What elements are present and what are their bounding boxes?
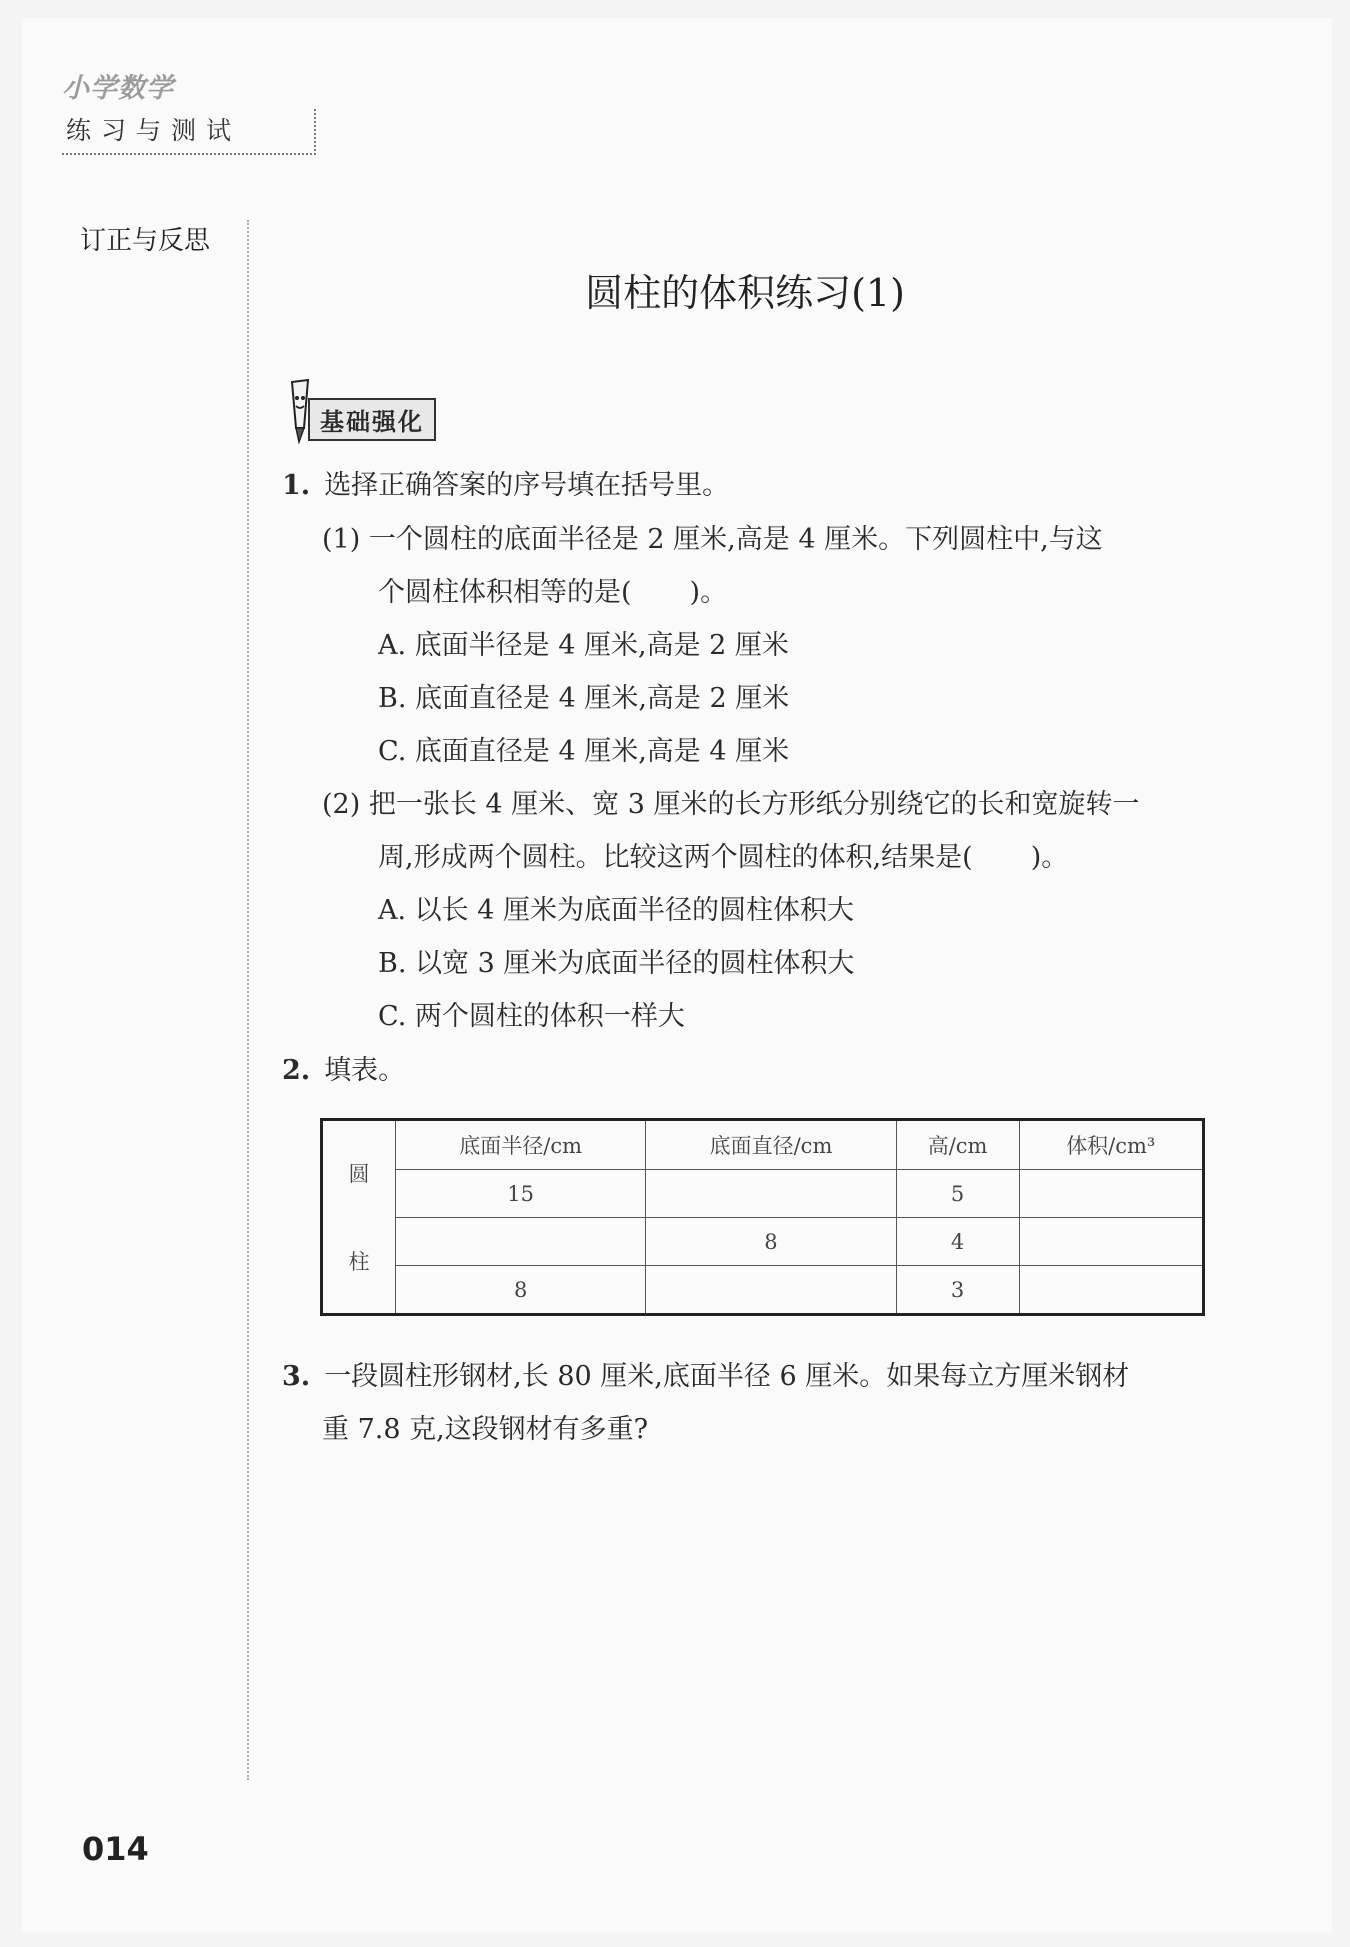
table-side-label (322, 1120, 396, 1315)
table-cell: 3 (896, 1266, 1019, 1315)
q1-part2-text: 周,形成两个圆柱。比较这两个圆柱的体积,结果是( (378, 842, 973, 873)
correction-label: 订正与反思 (80, 226, 211, 256)
q1-part2-close: )。 (1030, 842, 1069, 873)
cylinder-fill-table (320, 1118, 1205, 1316)
question-3-line1 (282, 1354, 1129, 1393)
page-number: 014 (82, 1830, 149, 1868)
q1-part2-option-b: B. 以宽 3 厘米为底面半径的圆柱体积大 (378, 948, 855, 979)
table-cell: 5 (896, 1170, 1019, 1218)
table-cell: 4 (896, 1218, 1019, 1266)
table-cell[interactable] (646, 1170, 896, 1218)
q1-part2-line2 (378, 835, 1068, 874)
q1-part2-option-a: A. 以长 4 厘米为底面半径的圆柱体积大 (378, 895, 855, 926)
table-cell[interactable] (1019, 1170, 1203, 1218)
table-row (322, 1170, 1204, 1218)
question-2-stem (282, 1048, 405, 1087)
question-number: 2. (282, 1055, 311, 1086)
question-3-line2: 重 7.8 克,这段钢材有多重? (322, 1414, 649, 1445)
series-name: 小学数学 (62, 73, 174, 104)
question-text: 填表。 (324, 1055, 406, 1086)
series-brand (62, 66, 316, 155)
table-header-row (322, 1120, 1204, 1170)
table-cell[interactable] (1019, 1218, 1203, 1266)
column-header: 高/cm (896, 1120, 1019, 1170)
page-title: 圆柱的体积练习(1) (585, 271, 905, 315)
table-cell: 8 (646, 1218, 896, 1266)
question-number: 3. (282, 1361, 311, 1392)
q1-part1-close: )。 (689, 577, 728, 608)
table-row (322, 1266, 1204, 1315)
side-label-top: 圆 (348, 1162, 370, 1186)
q1-part1-option-c: C. 底面直径是 4 厘米,高是 4 厘米 (378, 736, 790, 767)
column-header: 体积/cm³ (1019, 1120, 1203, 1170)
q1-part2-option-c: C. 两个圆柱的体积一样大 (378, 1001, 685, 1032)
margin-divider (247, 220, 249, 1780)
q1-part1-option-b: B. 底面直径是 4 厘米,高是 2 厘米 (378, 683, 790, 714)
question-1-stem (282, 463, 729, 502)
column-header: 底面直径/cm (646, 1120, 896, 1170)
question-text: 选择正确答案的序号填在括号里。 (324, 470, 730, 501)
q1-part1-line2 (378, 570, 727, 609)
table-cell[interactable] (1019, 1266, 1203, 1315)
table-cell: 15 (396, 1170, 646, 1218)
side-label-bottom: 柱 (348, 1250, 370, 1274)
question-text: 一段圆柱形钢材,长 80 厘米,底面半径 6 厘米。如果每立方厘米钢材 (324, 1361, 1130, 1392)
column-header: 底面半径/cm (396, 1120, 646, 1170)
section-tag: 基础强化 (308, 398, 436, 441)
q1-part1-line1: (1) 一个圆柱的底面半径是 2 厘米,高是 4 厘米。下列圆柱中,与这 (322, 524, 1103, 555)
q1-part2-line1: (2) 把一张长 4 厘米、宽 3 厘米的长方形纸分别绕它的长和宽旋转一 (322, 789, 1140, 820)
q1-part1-option-a: A. 底面半径是 4 厘米,高是 2 厘米 (378, 630, 789, 661)
table-row (322, 1218, 1204, 1266)
question-number: 1. (282, 470, 311, 501)
table-cell: 8 (396, 1266, 646, 1315)
q1-part1-text: 个圆柱体积相等的是( (378, 577, 632, 608)
book-subtitle: 练习与测试 (62, 109, 316, 155)
table-cell[interactable] (646, 1266, 896, 1315)
table-cell[interactable] (396, 1218, 646, 1266)
